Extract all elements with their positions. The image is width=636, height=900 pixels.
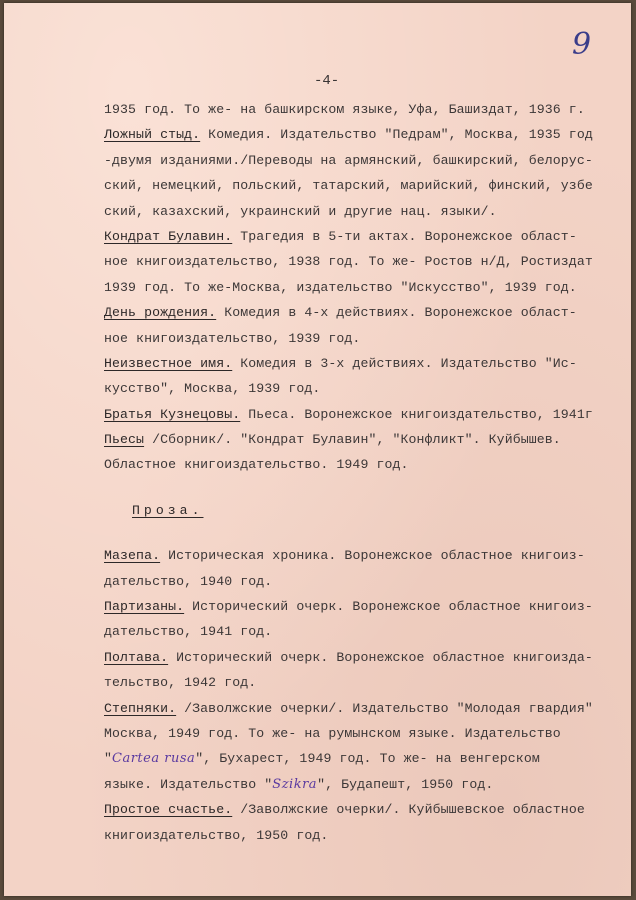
line-text: кусство", Москва, 1939 год. — [104, 381, 321, 397]
line-text: Москва, 1949 год. То же- на румынском языке. Издательство — [104, 725, 561, 741]
entry-line — [104, 797, 624, 822]
line-text: -двумя изданиями./Переводы на армянский, башкирский, белорус- — [104, 152, 593, 168]
entry-line — [104, 427, 624, 452]
line-text: книгоиздательство, 1950 год. — [104, 827, 329, 843]
handwritten-publisher-name: Szikra — [272, 776, 318, 792]
entry-line — [104, 402, 624, 427]
entry-text: Пьеса. Воронежское книгоиздательство, 1941г — [240, 406, 593, 422]
line-text: ский, казахский, украинский и другие нац. языки/. — [104, 203, 497, 219]
text-line — [104, 452, 624, 477]
text-line — [104, 746, 624, 771]
bibliography-text — [104, 97, 624, 848]
entry-title: Пьесы — [104, 432, 145, 448]
entry-text: Историческая хроника. Воронежское областное книгоиз- — [160, 548, 585, 564]
line-text: ное книгоиздательство, 1939 год. — [104, 330, 361, 346]
entry-title: Мазепа. — [104, 548, 161, 564]
entry-line — [104, 543, 624, 568]
line-text: 1939 год. То же-Москва, издательство "Искусство", 1939 год. — [104, 279, 577, 295]
entry-text: /Заволжские очерки/. Куйбышевское областное — [232, 802, 585, 818]
text-line — [104, 97, 624, 122]
text-line — [104, 148, 624, 173]
section-gap — [104, 478, 624, 498]
text-line — [104, 249, 624, 274]
entry-line — [104, 594, 624, 619]
line-text: Областное книгоиздательство. 1949 год. — [104, 457, 409, 473]
entry-line — [104, 122, 624, 147]
entry-title: День рождения. — [104, 305, 217, 321]
entry-line — [104, 351, 624, 376]
text-line — [104, 670, 624, 695]
entry-text: /Заволжские очерки/. Издательство "Молодая гвардия" — [176, 700, 593, 716]
entry-title: Ложный стыд. — [104, 127, 201, 143]
line-text: ский, немецкий, польский, татарский, марийский, финский, узбе — [104, 178, 593, 194]
entry-line — [104, 696, 624, 721]
text-line — [104, 619, 624, 644]
document-page — [4, 3, 631, 896]
line-text: ", Бухарест, 1949 год. То же- на венгерском — [195, 751, 540, 767]
line-text: ", Будапешт, 1950 год. — [317, 776, 494, 792]
text-line — [104, 823, 624, 848]
handwritten-page-number: 9 — [572, 27, 592, 62]
entry-line — [104, 300, 624, 325]
text-line — [104, 199, 624, 224]
section-heading-prose — [104, 498, 624, 523]
handwritten-publisher-name: Cartea rusa — [112, 751, 196, 767]
entry-text: Комедия в 3-х действиях. Издательство "Ис- — [232, 355, 577, 371]
entry-text: Комедия. Издательство "Педрам", Москва, 1935 год — [200, 127, 593, 143]
entry-title: Степняки. — [104, 700, 177, 716]
text-line — [104, 376, 624, 401]
line-text: дательство, 1941 год. — [104, 624, 273, 640]
line-text: дательство, 1940 год. — [104, 573, 273, 589]
entry-title: Братья Кузнецовы. — [104, 406, 241, 422]
text-line — [104, 772, 624, 797]
text-line — [104, 275, 624, 300]
text-line — [104, 569, 624, 594]
entry-title: Простое счастье. — [104, 802, 233, 818]
entry-title: Полтава. — [104, 649, 169, 665]
line-text: языке. Издательство " — [104, 776, 273, 792]
line-text: ное книгоиздательство, 1938 год. То же- Ростов н/Д, Ростиздат — [104, 254, 593, 270]
entry-text: Исторический очерк. Воронежское областное книгоизда- — [168, 649, 593, 665]
text-line — [104, 173, 624, 198]
entry-text: Исторический очерк. Воронежское областное книгоиз- — [184, 599, 593, 615]
section-gap — [104, 523, 624, 543]
text-line — [104, 721, 624, 746]
entry-title: Кондрат Булавин. — [104, 228, 233, 244]
line-text: тельство, 1942 год. — [104, 675, 257, 691]
entry-line — [104, 645, 624, 670]
entry-text: /Сборник/. "Кондрат Булавин", "Конфликт". Куйбышев. — [144, 432, 561, 448]
text-line — [104, 326, 624, 351]
entry-title: Партизаны. — [104, 599, 185, 615]
entry-title: Неизвестное имя. — [104, 355, 233, 371]
typed-page-number: -4- — [314, 73, 340, 89]
entry-text: Трагедия в 5-ти актах. Воронежское област- — [232, 228, 577, 244]
line-text: 1935 год. То же- на башкирском языке, Уфа, Башиздат, 1936 г. — [104, 102, 585, 117]
section-heading-text: Проза. — [132, 502, 204, 518]
entry-line — [104, 224, 624, 249]
entry-text: Комедия в 4-х действиях. Воронежское област- — [216, 305, 577, 321]
line-text: " — [104, 751, 113, 767]
